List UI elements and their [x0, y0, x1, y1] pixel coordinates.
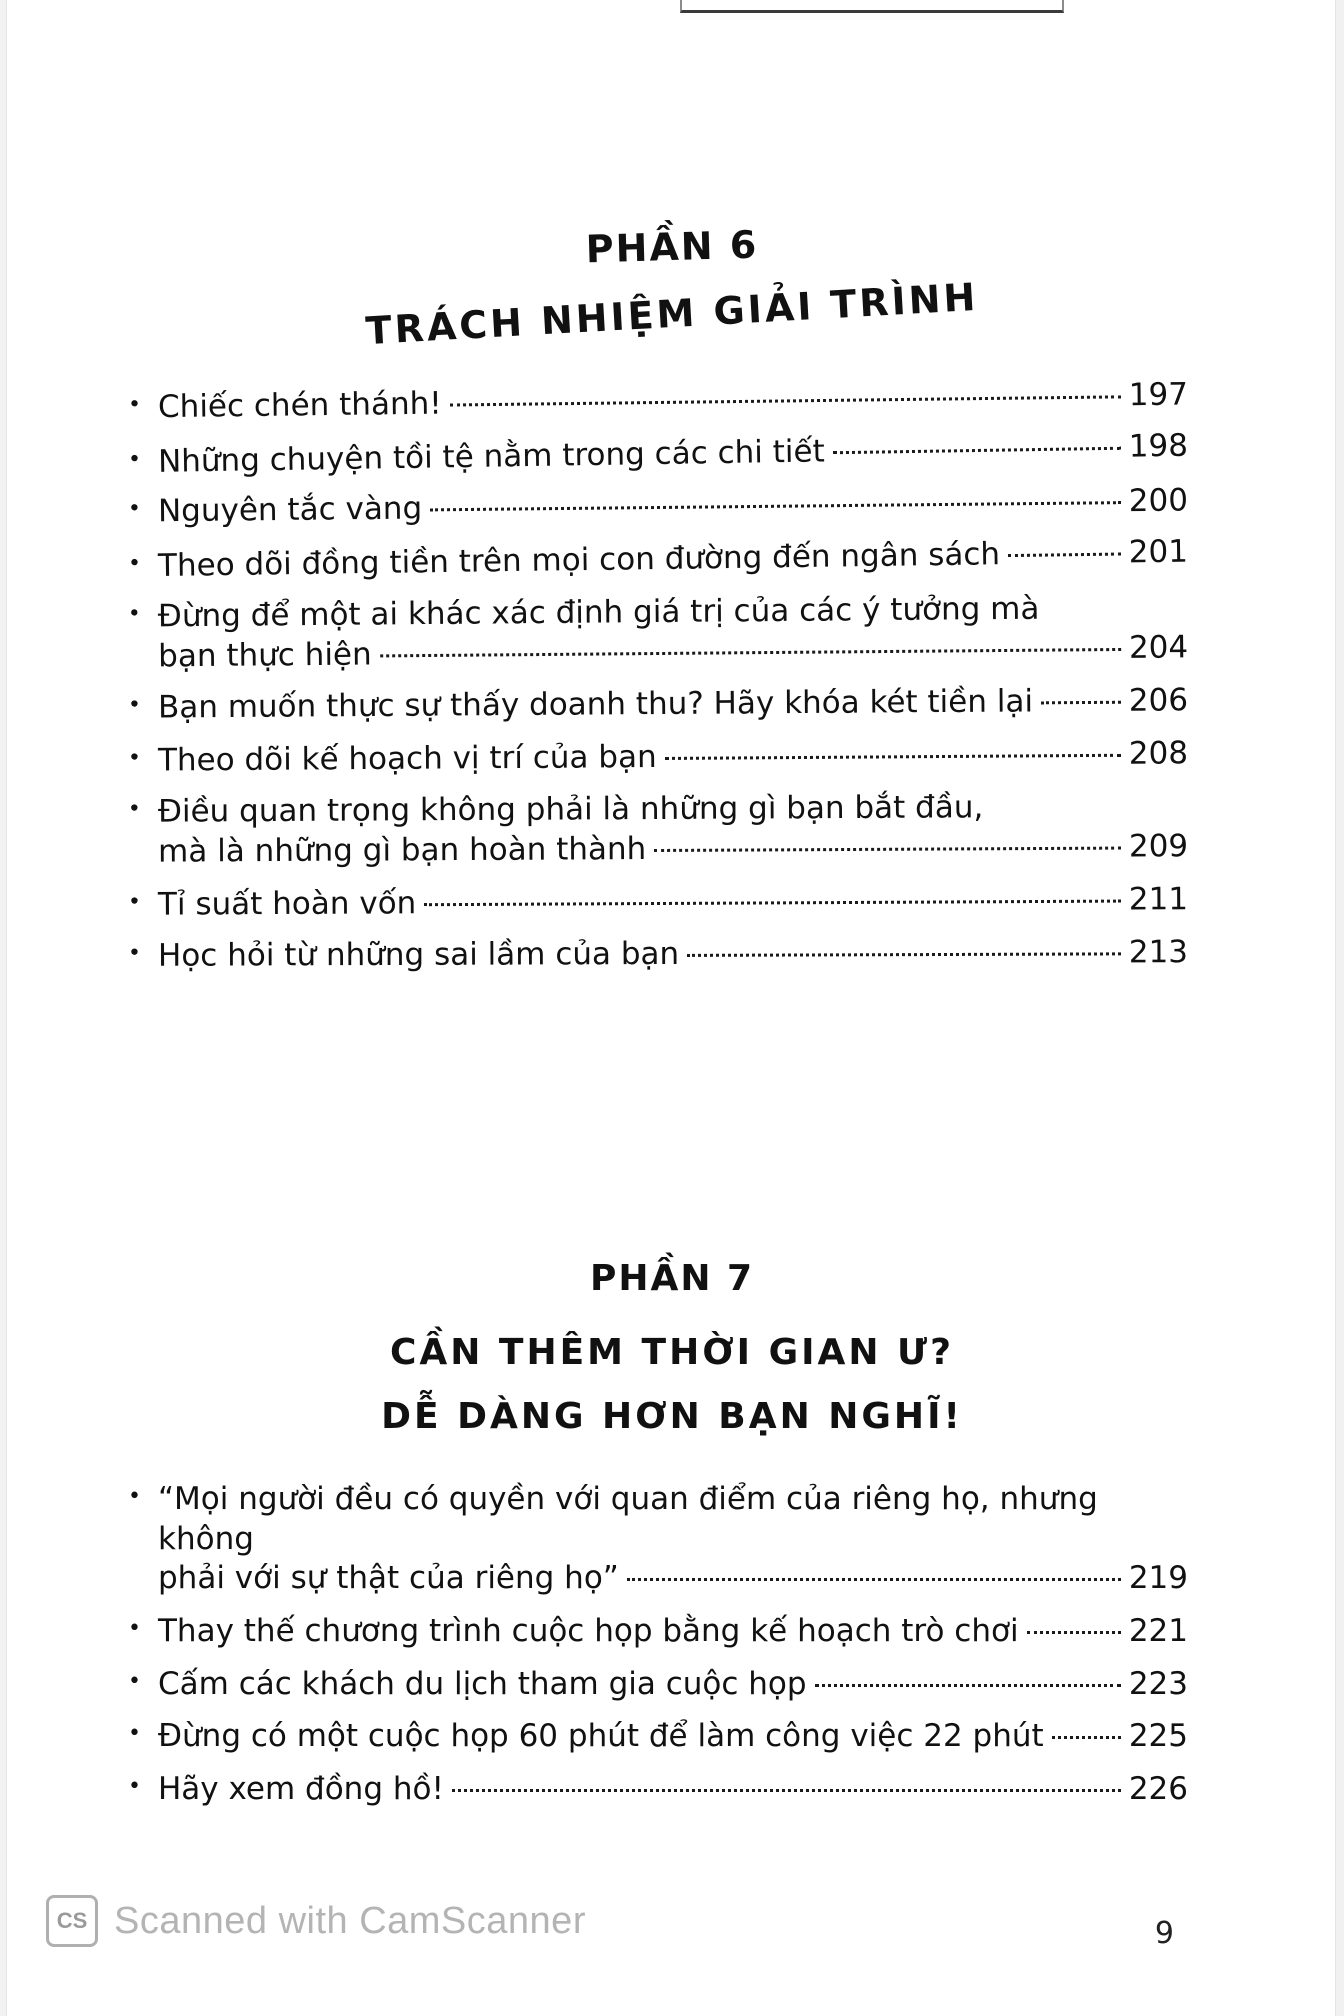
toc-entry-body	[158, 1770, 1188, 1810]
toc-entry-label-cont: phải với sự thật của riêng họ”	[158, 1560, 619, 1597]
toc-entry-body	[158, 934, 1188, 977]
dot-leader	[1041, 701, 1121, 705]
toc-entry[interactable]	[128, 376, 1188, 429]
toc-entry-body	[158, 1612, 1188, 1652]
toc-entry[interactable]	[128, 880, 1188, 925]
dot-leader	[1052, 1736, 1121, 1739]
camscanner-watermark-text: Scanned with CamScanner	[114, 1899, 586, 1942]
part-7-title-line-2: DỄ DÀNG HƠN BẠN NGHĨ!	[381, 1396, 963, 1437]
toc-entry-label: Theo dõi kế hoạch vị trí của bạn	[157, 738, 657, 779]
dot-leader	[654, 847, 1121, 852]
toc-list-part-6	[127, 376, 1189, 988]
camscanner-watermark	[46, 1895, 586, 1947]
bullet-icon: •	[127, 797, 141, 823]
bullet-icon: •	[127, 392, 142, 418]
toc-entry[interactable]	[128, 1612, 1188, 1652]
dot-leader	[424, 899, 1121, 906]
toc-entry-body	[158, 426, 1188, 482]
dot-leader	[380, 647, 1121, 656]
camscanner-logo-icon: CS	[46, 1895, 98, 1947]
toc-entry-page-number: 200	[1128, 482, 1189, 520]
toc-entry-page-number: 208	[1128, 735, 1189, 772]
bullet-icon: •	[128, 1668, 141, 1694]
bullet-icon: •	[127, 446, 142, 472]
toc-entry-body	[158, 880, 1188, 925]
toc-entry-label: Những chuyện tồi tệ nằm trong các chi tiết	[157, 433, 825, 480]
toc-entry[interactable]	[128, 482, 1188, 533]
dot-leader	[815, 1684, 1121, 1687]
dot-leader	[1008, 553, 1121, 558]
toc-entry-page-number: 211	[1128, 880, 1189, 918]
bullet-icon: •	[127, 601, 141, 627]
toc-entry-body	[158, 533, 1188, 587]
toc-entry[interactable]	[128, 588, 1189, 677]
toc-entry-body	[158, 1717, 1188, 1757]
toc-entry-label-cont: mà là những gì bạn hoàn thành	[158, 831, 647, 870]
toc-entry[interactable]	[128, 681, 1188, 728]
dot-leader	[833, 446, 1121, 454]
bullet-icon: •	[128, 1616, 141, 1642]
dot-leader	[452, 1789, 1121, 1792]
toc-entry-label: Theo dõi đồng tiền trên mọi con đường đến ngân sách	[157, 536, 1001, 584]
bullet-icon: •	[127, 745, 142, 771]
toc-entry[interactable]	[128, 788, 1188, 873]
toc-entry-page-number: 219	[1128, 1560, 1188, 1597]
bullet-icon: •	[127, 889, 142, 915]
toc-entry-label: Cấm các khách du lịch tham gia cuộc họp	[158, 1665, 807, 1702]
toc-entry-label: Học hỏi từ những sai lầm của bạn	[157, 936, 680, 975]
toc-entry-body	[158, 681, 1188, 728]
page-number: 9	[1154, 1916, 1174, 1951]
toc-entry-page-number: 223	[1128, 1665, 1188, 1702]
toc-entry[interactable]	[128, 1480, 1188, 1599]
toc-entry-label: Chiếc chén thánh!	[157, 385, 442, 426]
dot-leader	[665, 753, 1121, 759]
toc-entry[interactable]	[128, 533, 1188, 587]
toc-entry-page-number: 209	[1128, 828, 1189, 865]
toc-entry-body	[158, 588, 1189, 676]
toc-entry-body	[158, 734, 1188, 781]
toc-entry-label: Điều quan trọng không phải là những gì bạn bắt đầu,	[157, 789, 984, 830]
toc-entry-label: Đừng có một cuộc họp 60 phút để làm công việc 22 phút	[158, 1718, 1044, 1755]
toc-entry-page-number: 206	[1128, 682, 1189, 719]
dot-leader	[450, 395, 1121, 406]
toc-entry-label: Thay thế chương trình cuộc họp bằng kế hoạch trò chơi	[158, 1613, 1019, 1650]
toc-entry-page-number: 225	[1128, 1718, 1188, 1755]
toc-entry-page-number: 221	[1128, 1613, 1188, 1650]
toc-entry-page-number: 226	[1128, 1771, 1188, 1808]
toc-entry-page-number: 204	[1128, 628, 1189, 666]
bullet-icon: •	[128, 1721, 141, 1747]
toc-entry[interactable]	[128, 1665, 1188, 1705]
dot-leader	[430, 501, 1121, 511]
bullet-icon: •	[127, 496, 142, 522]
toc-entry-label-cont: bạn thực hiện	[158, 635, 372, 674]
toc-entry-label: Đừng để một ai khác xác định giá trị của các ý tưởng mà	[157, 590, 1040, 635]
part-7-number: PHẦN 7	[589, 1258, 755, 1299]
toc-entry-label: Bạn muốn thực sự thấy doanh thu? Hãy khóa két tiền lại	[157, 683, 1034, 726]
toc-entry-label: Nguyên tắc vàng	[157, 490, 423, 530]
toc-entry[interactable]	[128, 1717, 1188, 1757]
toc-entry-page-number: 197	[1128, 376, 1189, 414]
toc-entry[interactable]	[128, 934, 1188, 977]
toc-entry-label: Tỉ suất hoàn vốn	[157, 884, 417, 923]
bullet-icon: •	[128, 1774, 141, 1800]
bullet-icon: •	[127, 941, 142, 967]
toc-entry-label: Hãy xem đồng hồ!	[158, 1771, 444, 1808]
toc-entry-page-number: 201	[1128, 533, 1189, 571]
bullet-icon: •	[127, 551, 142, 577]
toc-entry-body	[158, 1480, 1188, 1599]
toc-entry-body	[158, 482, 1188, 532]
dot-leader	[627, 1578, 1121, 1581]
bullet-icon: •	[128, 1484, 141, 1509]
toc-entry-body	[158, 788, 1188, 873]
toc-entry[interactable]	[128, 1770, 1188, 1810]
dot-leader	[1027, 1631, 1121, 1634]
toc-entry-page-number: 198	[1128, 427, 1189, 465]
part-6-title: TRÁCH NHIỆM GIẢI TRÌNH	[364, 274, 980, 354]
toc-entry-body	[158, 376, 1188, 428]
toc-entry[interactable]	[128, 426, 1188, 482]
toc-entry[interactable]	[128, 734, 1188, 781]
dot-leader	[687, 953, 1121, 958]
toc-entry-page-number: 213	[1128, 934, 1189, 971]
toc-list-part-7	[128, 1480, 1188, 1823]
part-6-number: PHẦN 6	[585, 222, 759, 272]
bullet-icon: •	[127, 692, 142, 718]
part-7-title-line-1: CẦN THÊM THỜI GIAN Ư?	[389, 1332, 955, 1373]
toc-entry-body	[158, 1665, 1188, 1705]
toc-entry-label: “Mọi người đều có quyền với quan điểm của riêng họ, nhưng không	[158, 1481, 1108, 1557]
